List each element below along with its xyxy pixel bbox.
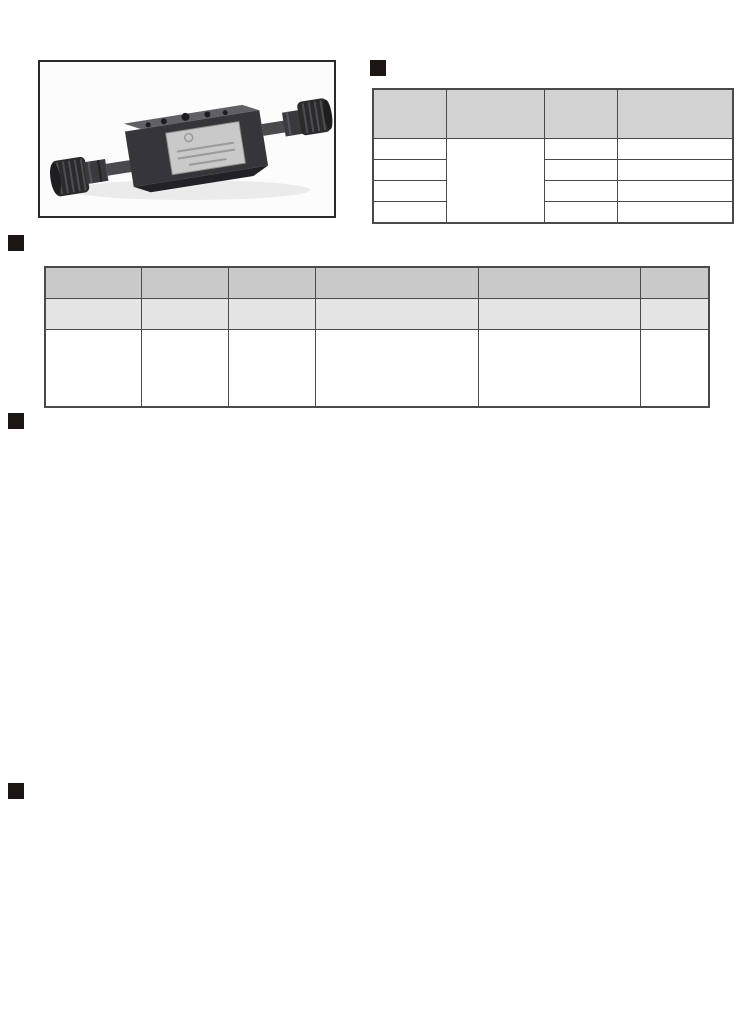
label-control xyxy=(478,299,640,330)
symbol-mt-a-i xyxy=(48,918,278,1020)
spec-flow xyxy=(545,181,618,202)
spec-row xyxy=(373,139,733,160)
usage-item-contamination xyxy=(40,460,740,463)
spec-table xyxy=(372,88,734,224)
code-control xyxy=(478,267,640,299)
spec-size xyxy=(373,181,446,202)
valve-photo-illustration xyxy=(40,62,334,216)
usage-item-assembly xyxy=(40,466,740,469)
value-knob xyxy=(316,330,478,408)
usage-label xyxy=(40,442,122,445)
spec-range xyxy=(618,160,733,181)
symbol-mt-w-i xyxy=(524,918,747,1020)
spec-col-range xyxy=(618,89,733,139)
ordering-value-row xyxy=(45,330,709,408)
value-design-no xyxy=(640,330,709,408)
section-bullet-icon xyxy=(8,783,24,799)
label-circuit xyxy=(229,299,316,330)
usage-label xyxy=(40,472,122,475)
value-control xyxy=(478,330,640,408)
usage-text xyxy=(122,442,740,445)
spec-flow xyxy=(545,202,618,224)
usage-text xyxy=(122,460,740,463)
usage-item-flow-adjust xyxy=(40,472,740,475)
label-valve-code xyxy=(45,299,142,330)
hydraulic-symbol-drawing xyxy=(288,918,518,1020)
spec-row xyxy=(373,181,733,202)
symbol-mt-b-i xyxy=(288,918,518,1020)
spec-header-row xyxy=(373,89,733,139)
code-knob xyxy=(316,267,478,299)
hydraulic-symbol-drawing xyxy=(288,818,518,920)
label-size xyxy=(142,299,229,330)
usage-item-fluids xyxy=(40,448,740,451)
spec-range xyxy=(618,202,733,224)
spec-section-heading xyxy=(370,60,399,76)
value-sizes xyxy=(142,330,229,408)
usage-label xyxy=(40,448,122,451)
hydraulic-symbol-drawing xyxy=(524,818,747,920)
product-photo-frame xyxy=(38,60,336,218)
spec-size xyxy=(373,139,446,160)
ordering-section-heading xyxy=(8,235,37,251)
symbols-section-heading xyxy=(8,783,37,799)
spec-row xyxy=(373,202,733,224)
spec-col-pressure xyxy=(446,89,544,139)
usage-section-heading xyxy=(8,413,37,429)
symbols-grid xyxy=(30,814,740,1020)
hydraulic-symbol-drawing xyxy=(48,818,278,920)
symbol-mt-a xyxy=(48,818,278,920)
code-design xyxy=(640,267,709,299)
spec-flow xyxy=(545,160,618,181)
section-bullet-icon xyxy=(8,413,24,429)
usage-label xyxy=(40,454,122,457)
code-circuit xyxy=(229,267,316,299)
section-bullet-icon xyxy=(370,60,386,76)
spec-flow xyxy=(545,139,618,160)
usage-text xyxy=(122,454,740,457)
value-valve-name xyxy=(45,330,142,408)
symbol-mt-b xyxy=(288,818,518,920)
hydraulic-symbol-drawing xyxy=(48,918,278,1020)
spec-range xyxy=(618,139,733,160)
ordering-code-row xyxy=(45,267,709,299)
spec-col-flow xyxy=(545,89,618,139)
label-knob xyxy=(316,299,478,330)
spec-size xyxy=(373,160,446,181)
ordering-table xyxy=(44,266,710,408)
usage-item-viscosity xyxy=(40,442,740,445)
spec-range xyxy=(618,181,733,202)
code-mt xyxy=(45,267,142,299)
usage-item-temperature xyxy=(40,454,740,457)
usage-text xyxy=(122,448,740,451)
usage-label xyxy=(40,466,122,469)
usage-list xyxy=(40,442,740,478)
usage-text xyxy=(122,466,740,469)
ordering-label-row xyxy=(45,299,709,330)
hydraulic-symbol-drawing xyxy=(524,918,747,1020)
usage-label xyxy=(40,460,122,463)
spec-col-size xyxy=(373,89,446,139)
section-bullet-icon xyxy=(8,235,24,251)
value-circuits xyxy=(229,330,316,408)
code-size xyxy=(142,267,229,299)
spec-size xyxy=(373,202,446,224)
spec-row xyxy=(373,160,733,181)
symbol-mt-w xyxy=(524,818,747,920)
label-design xyxy=(640,299,709,330)
usage-text xyxy=(122,472,740,475)
spec-pressure xyxy=(446,139,544,224)
